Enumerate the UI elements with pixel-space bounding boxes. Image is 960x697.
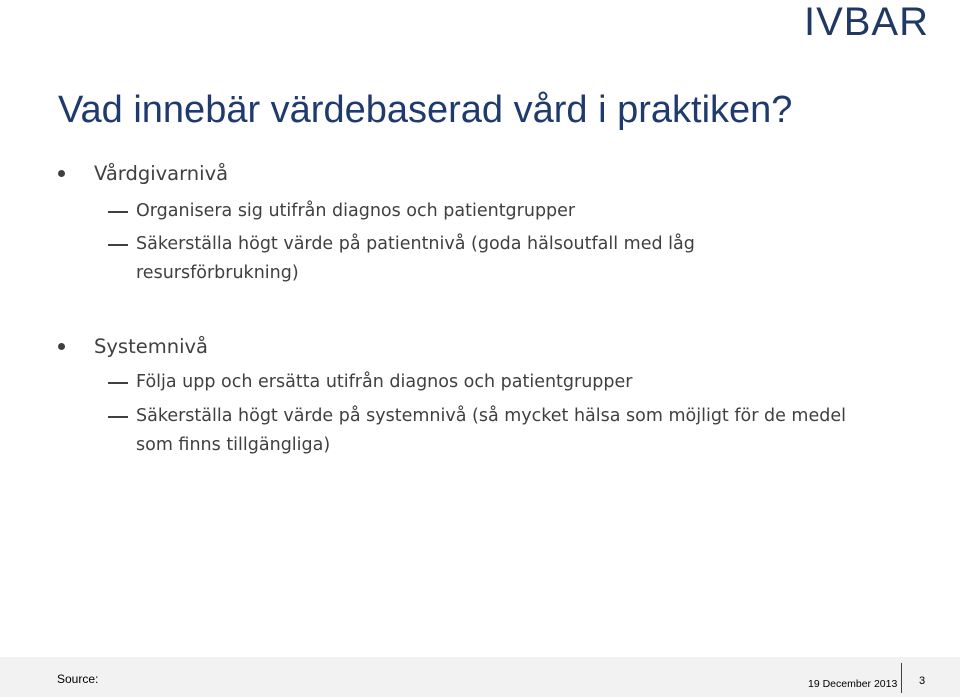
footer-divider	[901, 663, 902, 693]
bullet-dot-icon	[58, 170, 65, 177]
sub-bullet	[108, 402, 868, 460]
sub-bullet-text: Säkerställa högt värde på systemnivå (så mycket hälsa som möjligt för de medel som finns tillgängliga)	[136, 406, 846, 455]
slide-title: Vad innebär värdebaserad vård i praktiken?	[58, 89, 793, 131]
sub-bullet-text: Följa upp och ersätta utifrån diagnos och patientgrupper	[136, 372, 633, 392]
bullet-label: Systemnivå	[94, 335, 208, 358]
sub-bullet	[108, 230, 868, 288]
dash-icon	[108, 211, 128, 213]
bullet-dot-icon	[58, 343, 65, 350]
sub-bullet-text: Säkerställa högt värde på patientnivå (goda hälsoutfall med låg resursförbrukning)	[136, 234, 695, 283]
sub-bullet-text: Organisera sig utifrån diagnos och patientgrupper	[136, 201, 576, 221]
dash-icon	[108, 244, 128, 246]
slide-footer	[0, 657, 960, 697]
sub-bullet	[108, 368, 868, 397]
page-number: 3	[919, 675, 926, 687]
ivbar-logo: IVBAR	[803, 0, 929, 44]
dash-icon	[108, 382, 128, 384]
dash-icon	[108, 416, 128, 418]
source-label: Source:	[57, 672, 99, 686]
sub-bullet	[108, 197, 868, 226]
footer-date: 19 December 2013	[808, 678, 898, 690]
bullet-label: Vårdgivarnivå	[94, 162, 229, 185]
